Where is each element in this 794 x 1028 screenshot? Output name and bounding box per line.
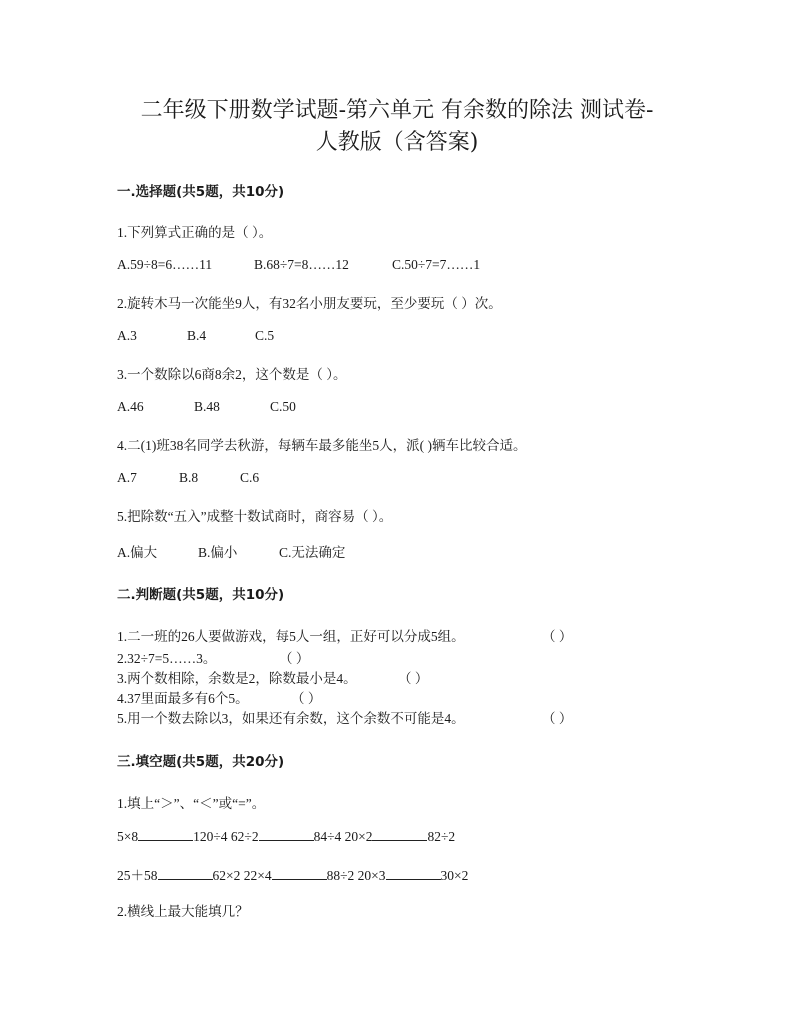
option-a: A.59÷8=6……11 <box>117 257 213 272</box>
section-fill-heading: 三.填空题(共5题，共20分) <box>117 754 285 770</box>
blank-line[interactable] <box>372 828 427 841</box>
option-b: B.48 <box>194 399 220 414</box>
page-title-line1: 二年级下册数学试题-第六单元 有余数的除法 测试卷- <box>140 98 654 123</box>
option-c: C.50 <box>270 399 296 414</box>
option-a: A.46 <box>117 399 144 414</box>
question-stem: 2.横线上最大能填几？ <box>117 904 249 919</box>
judgement-item <box>117 625 573 645</box>
question-stem: 2.旋转木马一次能坐9人，有32名小朋友要玩，至少要玩（ ）次。 <box>117 296 502 311</box>
expression: 120÷4 62÷2 <box>193 829 259 844</box>
question-stem: 1.下列算式正确的是（ ）。 <box>117 225 273 240</box>
option-b: B.68÷7=8……12 <box>254 257 349 272</box>
judgement-text: 4.37里面最多有6个5。 <box>117 691 249 706</box>
blank-line[interactable] <box>386 867 441 880</box>
section-judgement-heading: 二.判断题(共5题，共10分) <box>117 587 285 603</box>
option-b: B.偏小 <box>198 545 238 560</box>
option-b: B.4 <box>187 328 207 343</box>
compare-row <box>117 828 455 845</box>
option-a: A.3 <box>117 328 137 343</box>
answer-paren: （ ） <box>291 691 322 706</box>
judgement-text: 5.用一个数去除以3，如果还有余数，这个余数不可能是4。 <box>117 711 465 726</box>
expression: 25＋58 <box>117 868 158 883</box>
expression: 82÷2 <box>427 829 456 844</box>
question-stem: 4.二(1)班38名同学去秋游，每辆车最多能坐5人，派( )辆车比较合适。 <box>117 438 527 453</box>
option-a: A.7 <box>117 470 137 485</box>
answer-paren: （ ） <box>279 651 310 666</box>
expression: 62×2 22×4 <box>212 868 272 883</box>
section-choice-heading: 一.选择题(共5题，共10分) <box>117 184 285 200</box>
question-stem: 1.填上“＞”、“＜”或“=”。 <box>117 796 266 811</box>
blank-line[interactable] <box>138 828 193 841</box>
judgement-item <box>117 707 573 727</box>
option-c: C.50÷7=7……1 <box>392 257 481 272</box>
option-a: A.偏大 <box>117 545 158 560</box>
expression: 5×8 <box>117 829 139 844</box>
option-c: C.6 <box>240 470 260 485</box>
answer-paren: （ ） <box>542 711 573 726</box>
expression: 88÷2 20×3 <box>326 868 386 883</box>
judgement-text: 2.32÷7=5……3。 <box>117 651 217 666</box>
blank-line[interactable] <box>259 828 314 841</box>
blank-line[interactable] <box>158 867 213 880</box>
judgement-item <box>117 667 429 687</box>
option-c: C.5 <box>255 328 275 343</box>
question-stem: 5.把除数“五入”成整十数试商时，商容易（ ）。 <box>117 509 393 524</box>
expression: 84÷4 20×2 <box>313 829 373 844</box>
answer-paren: （ ） <box>542 629 573 644</box>
option-c: C.无法确定 <box>279 545 346 560</box>
blank-line[interactable] <box>272 867 327 880</box>
question-stem: 3.一个数除以6商8余2，这个数是（ ）。 <box>117 367 347 382</box>
judgement-text: 3.两个数相除，余数是2，除数最小是4。 <box>117 671 357 686</box>
option-b: B.8 <box>179 470 199 485</box>
judgement-item <box>117 647 310 667</box>
expression: 30×2 <box>440 868 469 883</box>
compare-row <box>117 864 468 884</box>
page-title-line2: 人教版（含答案) <box>315 130 479 155</box>
answer-paren: （ ） <box>398 671 429 686</box>
judgement-item <box>117 687 322 707</box>
judgement-text: 1.二一班的26人要做游戏，每5人一组，正好可以分成5组。 <box>117 629 465 644</box>
